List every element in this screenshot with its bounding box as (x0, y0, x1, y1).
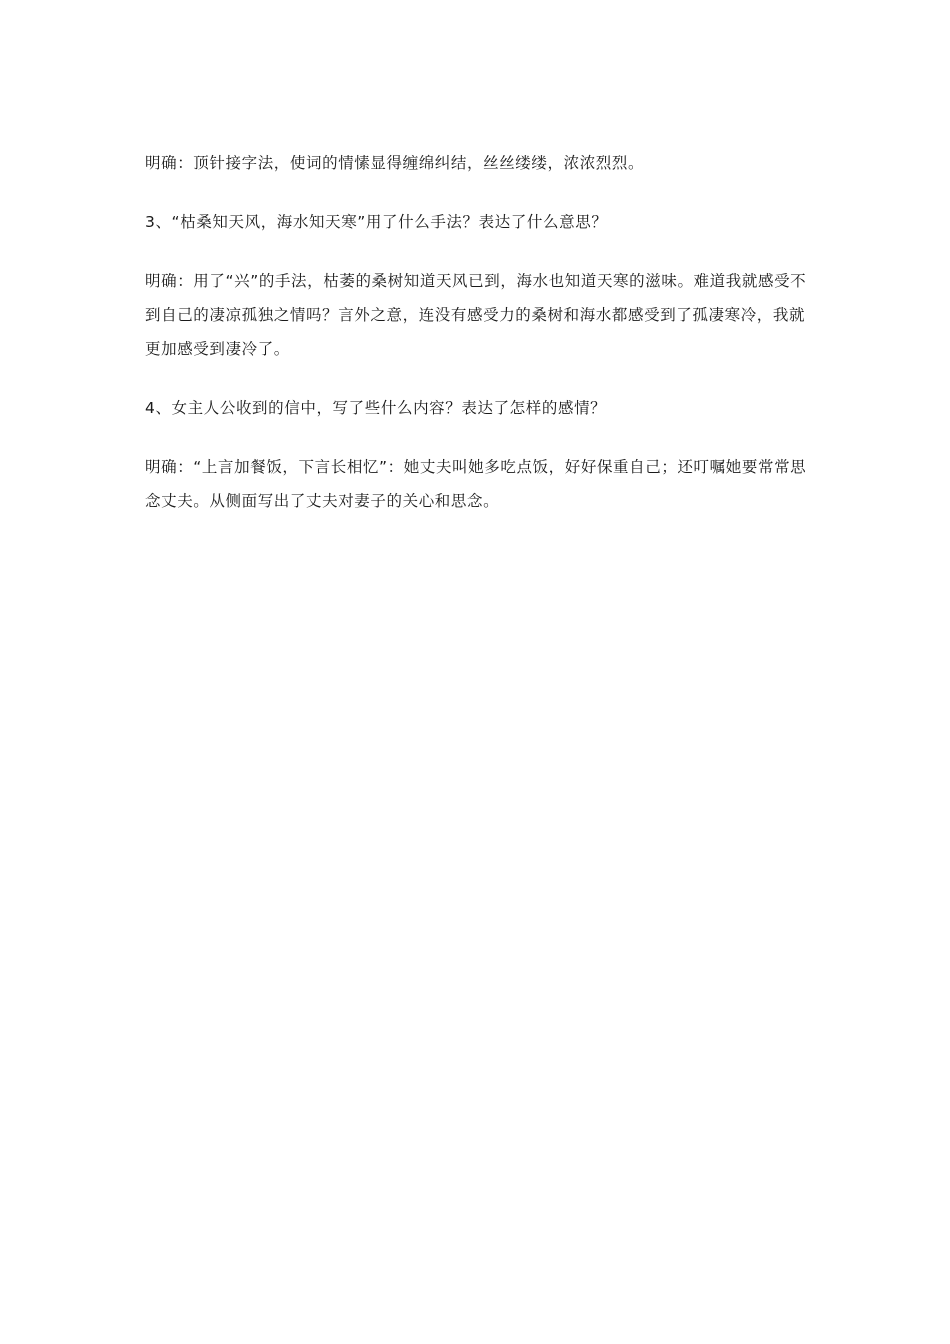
answer-paragraph-1: 明确：顶针接字法，使词的情愫显得缠绵纠结，丝丝缕缕，浓浓烈烈。 (145, 154, 645, 172)
document-body (145, 146, 815, 518)
question-3: 3、“枯桑知天风，海水知天寒”用了什么手法？表达了什么意思？ (145, 213, 608, 231)
answer-paragraph-3: 明确：用了“兴”的手法，枯萎的桑树知道天风已到，海水也知道天寒的滋味。难道我就感受不到自己的凄凉孤独之情吗？言外之意，连没有感受力的桑树和海水都感受到了孤凄寒冷，我就更加感受到凄冷了。 (145, 272, 807, 358)
answer-paragraph-4: 明确：“上言加餐饭，下言长相忆”：她丈夫叫她多吃点饭，好好保重自己；还叮嘱她要常常思念丈夫。从侧面写出了丈夫对妻子的关心和思念。 (145, 458, 807, 510)
question-4: 4、女主人公收到的信中，写了些什么内容？表达了怎样的感情？ (145, 399, 607, 417)
